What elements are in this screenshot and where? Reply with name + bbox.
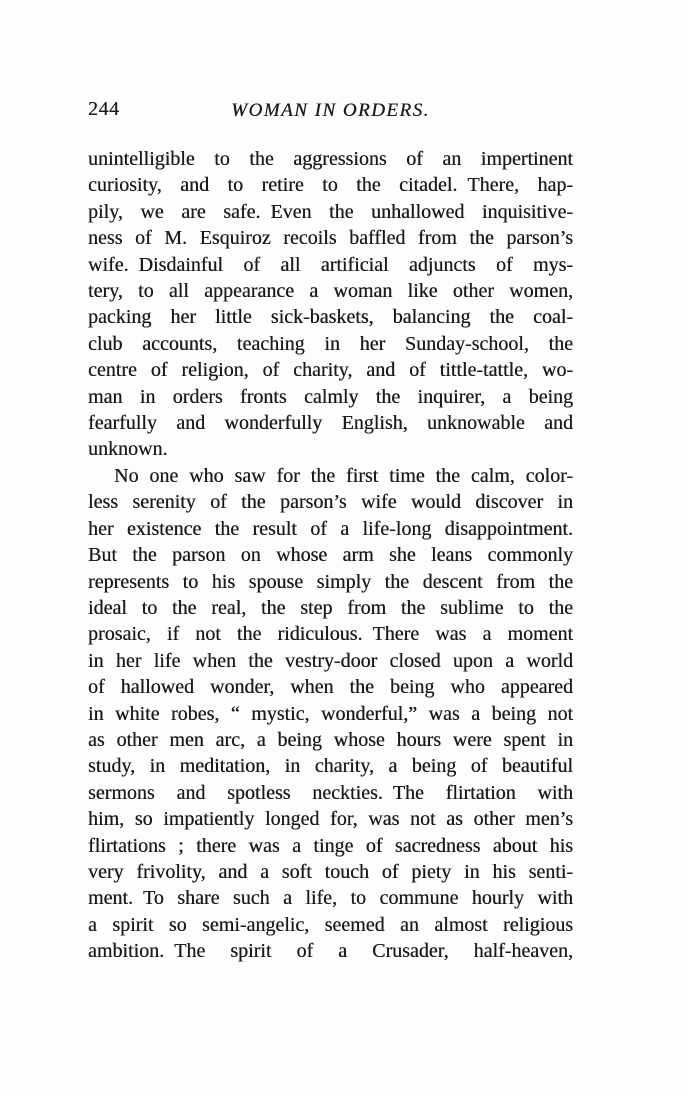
- text-line: him, so impatiently longed for, was not as other men’s: [88, 808, 573, 831]
- text-line: less serenity of the parson’s wife would discover in: [88, 491, 573, 514]
- text-line: very frivolity, and a soft touch of piety in his senti-: [88, 860, 573, 883]
- text-line: ideal to the real, the step from the sublime to the: [88, 596, 573, 619]
- text-line: her existence the result of a life-long disappointment.: [88, 517, 573, 540]
- page-body: [88, 146, 573, 965]
- text-line: study, in meditation, in charity, a being of beautiful: [88, 755, 573, 778]
- text-line: in white robes, “ mystic, wonderful,” was a being not: [88, 702, 573, 725]
- text-line: centre of religion, of charity, and of tittle-tattle, wo-: [88, 359, 573, 382]
- text-line: flirtations ; there was a tinge of sacredness about his: [88, 834, 573, 857]
- text-line: wife. Disdainful of all artificial adjuncts of mys-: [88, 253, 573, 276]
- running-title: WOMAN IN ORDERS.: [231, 100, 430, 121]
- text-line: unknown.: [88, 438, 168, 461]
- text-line: represents to his spouse simply the descent from the: [88, 570, 573, 593]
- text-line: unintelligible to the aggressions of an impertinent: [88, 148, 573, 170]
- text-line: a spirit so semi-angelic, seemed an almost religious: [88, 913, 573, 936]
- text-line: No one who saw for the first time the calm, color-: [114, 464, 573, 487]
- page-number: 244: [88, 98, 120, 120]
- text-line: fearfully and wonderfully English, unknowable and: [88, 412, 573, 435]
- text-line: But the parson on whose arm she leans commonly: [88, 544, 573, 567]
- text-line: packing her little sick-baskets, balancing the coal-: [88, 306, 573, 329]
- text-line: ment. To share such a life, to commune hourly with: [88, 887, 573, 910]
- text-line: pily, we are safe. Even the unhallowed inquisitive-: [88, 200, 573, 223]
- text-line: ambition. The spirit of a Crusader, half-heaven,: [88, 940, 573, 963]
- text-line: club accounts, teaching in her Sunday-school, the: [88, 332, 573, 355]
- text-line: prosaic, if not the ridiculous. There was a moment: [88, 623, 573, 646]
- text-line: tery, to all appearance a woman like other women,: [88, 280, 573, 303]
- text-line: as other men arc, a being whose hours were spent in: [88, 728, 573, 751]
- text-line: man in orders fronts calmly the inquirer, a being: [88, 385, 573, 408]
- text-line: of hallowed wonder, when the being who appeared: [88, 676, 573, 699]
- text-line: curiosity, and to retire to the citadel. There, hap-: [88, 174, 573, 197]
- text-line: in her life when the vestry-door closed upon a world: [88, 649, 573, 672]
- text-line: ness of M. Esquiroz recoils baffled from the parson’s: [88, 227, 573, 250]
- text-line: sermons and spotless neckties. The flirtation with: [88, 781, 573, 804]
